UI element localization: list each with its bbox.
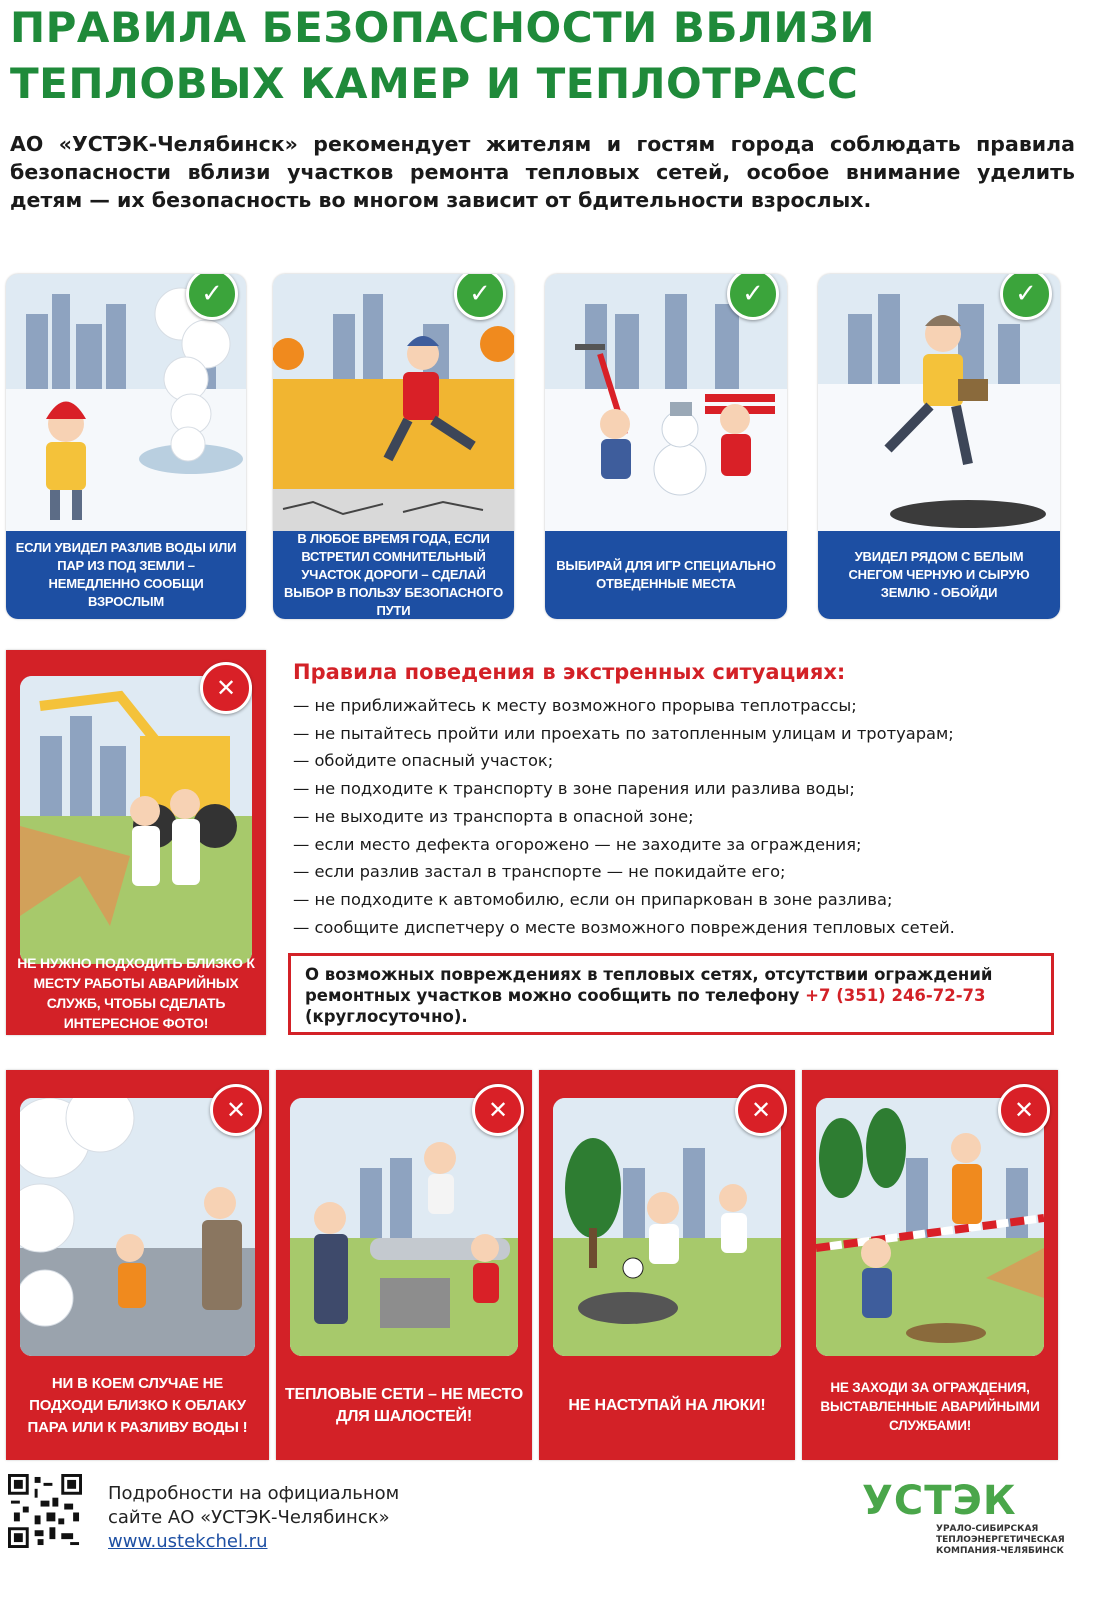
good-card-4: [818, 274, 1060, 619]
bad-card-4-caption: НЕ ЗАХОДИ ЗА ОГРАЖДЕНИЯ, ВЫСТАВЛЕННЫЕ АВАРИЙНЫМИ СЛУЖБАМИ!: [820, 1379, 1040, 1433]
company-logo: УСТЭК: [862, 1478, 1017, 1524]
check-icon: ✓: [454, 274, 506, 320]
list-item: — не пытайтесь пройти или проехать по затопленным улицам и тротуарам;: [293, 723, 954, 743]
manhole-illustration: [553, 1098, 781, 1356]
cross-icon: ✕: [998, 1084, 1050, 1136]
good-card-1-caption: ЕСЛИ УВИДЕЛ РАЗЛИВ ВОДЫ ИЛИ ПАР ИЗ ПОД ЗЕМЛИ – НЕМЕДЛЕННО СООБЩИ ВЗРОСЛЫМ: [6, 531, 246, 619]
footer-line-2: сайте АО «УСТЭК-Челябинск»: [108, 1507, 390, 1528]
page-title: [10, 0, 1090, 112]
photo-warning-card: [6, 650, 266, 1035]
pipe-playing-illustration: [290, 1098, 518, 1356]
good-card-2-caption: В ЛЮБОЕ ВРЕМЯ ГОДА, ЕСЛИ ВСТРЕТИЛ СОМНИТЕЛЬНЫЙ УЧАСТОК ДОРОГИ – СДЕЛАЙ ВЫБОР В ПОЛЬЗУ БЕЗОПАСНОГО ПУТИ: [273, 531, 514, 619]
good-card-2: [273, 274, 514, 619]
website-link[interactable]: www.ustekchel.ru: [108, 1531, 268, 1552]
good-card-3-caption: ВЫБИРАЙ ДЛЯ ИГР СПЕЦИАЛЬНО ОТВЕДЕННЫЕ МЕСТА: [545, 531, 787, 619]
bad-card-2-caption: ТЕПЛОВЫЕ СЕТИ – НЕ МЕСТО ДЛЯ ШАЛОСТЕЙ!: [284, 1386, 524, 1425]
good-card-3: [545, 274, 787, 619]
title-line-1: ПРАВИЛА БЕЗОПАСНОСТИ ВБЛИЗИ: [10, 3, 875, 52]
emergency-rules-list: [293, 692, 1083, 941]
check-icon: ✓: [186, 274, 238, 320]
hotline-notice: [288, 953, 1054, 1035]
bad-card-4: [802, 1070, 1058, 1460]
barrier-illustration: [816, 1098, 1044, 1356]
bad-card-1-caption: НИ В КОЕМ СЛУЧАЕ НЕ ПОДХОДИ БЛИЗКО К ОБЛАКУ ПАРА ИЛИ К РАЗЛИВУ ВОДЫ !: [27, 1375, 248, 1436]
qr-code-icon[interactable]: [8, 1474, 82, 1548]
list-item: — не подходите к автомобилю, если он припаркован в зоне разлива;: [293, 889, 893, 909]
cross-icon: ✕: [735, 1084, 787, 1136]
excavator-selfie-illustration: [20, 676, 252, 964]
list-item: — если разлив застал в транспорте — не покидайте его;: [293, 862, 786, 882]
company-logo-subtitle: УРАЛО-СИБИРСКАЯ ТЕПЛОЭНЕРГЕТИЧЕСКАЯ КОМПАНИЯ-ЧЕЛЯБИНСК: [936, 1524, 1065, 1556]
list-item: — если место дефекта огорожено — не заходите за ограждения;: [293, 834, 862, 854]
photo-warning-caption: НЕ НУЖНО ПОДХОДИТЬ БЛИЗКО К МЕСТУ РАБОТЫ АВАРИЙНЫХ СЛУЖБ, ЧТОБЫ СДЕЛАТЬ ИНТЕРЕСНОЕ ФОТО!: [17, 955, 255, 1031]
footer-info: [108, 1482, 399, 1554]
list-item: — не подходите к транспорту в зоне парения или разлива воды;: [293, 779, 855, 799]
list-item: — обойдите опасный участок;: [293, 751, 554, 771]
bad-card-3: [539, 1070, 795, 1460]
list-item: — не выходите из транспорта в опасной зоне;: [293, 806, 694, 826]
intro-paragraph: АО «УСТЭК-Челябинск» рекомендует жителям и гостям города соблюдать правила безопасности вблизи участков ремонта тепловых сетей, особое внимание уделить детям — их безопасность во многом зависит от бдительности взрослых.: [10, 132, 1075, 212]
cross-icon: ✕: [210, 1084, 262, 1136]
steam-cloud-illustration: [20, 1098, 255, 1356]
title-line-2: ТЕПЛОВЫХ КАМЕР И ТЕПЛОТРАСС: [10, 59, 859, 108]
notice-text: О возможных повреждениях в тепловых сетях, отсутствии ограждений ремонтных участков можно сообщить по телефону: [305, 965, 993, 1005]
hotline-phone[interactable]: +7 (351) 246-72-73: [805, 986, 986, 1005]
good-card-4-caption: УВИДЕЛ РЯДОМ С БЕЛЫМ СНЕГОМ ЧЕРНУЮ И СЫРУЮ ЗЕМЛЮ - ОБОЙДИ: [818, 531, 1060, 619]
bad-card-3-caption: НЕ НАСТУПАЙ НА ЛЮКИ!: [568, 1397, 766, 1414]
footer-line-1: Подробности на официальном: [108, 1483, 400, 1504]
notice-tail: (круглосуточно).: [305, 1007, 468, 1026]
bad-card-1: [6, 1070, 269, 1460]
bad-card-2: [276, 1070, 532, 1460]
good-card-1: [6, 274, 246, 619]
emergency-rules-title: Правила поведения в экстренных ситуациях:: [293, 660, 846, 684]
cross-icon: ✕: [200, 662, 252, 714]
list-item: — сообщите диспетчеру о месте возможного повреждения тепловых сетей.: [293, 917, 955, 937]
list-item: — не приближайтесь к месту возможного прорыва теплотрассы;: [293, 696, 857, 715]
check-icon: ✓: [1000, 274, 1052, 320]
check-icon: ✓: [727, 274, 779, 320]
cross-icon: ✕: [472, 1084, 524, 1136]
